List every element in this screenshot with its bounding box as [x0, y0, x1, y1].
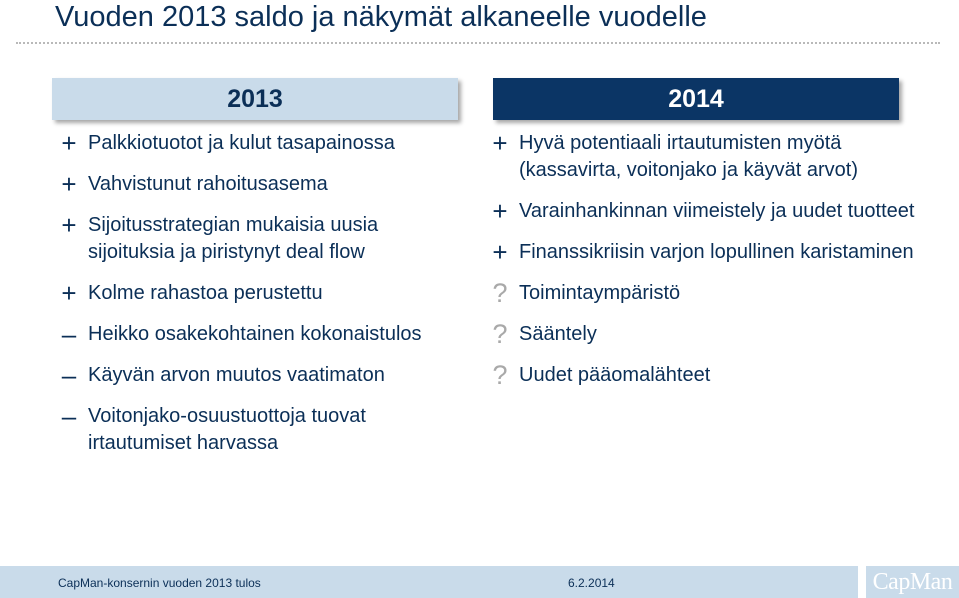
slide-title: Vuoden 2013 saldo ja näkymät alkaneelle vuodelle [55, 1, 707, 33]
minus-icon: – [61, 319, 77, 349]
list-item-text: Palkkiotuotot ja kulut tasapainossa [88, 132, 395, 154]
plus-icon: + [61, 210, 77, 240]
list-item-text: Toimintaympäristö [519, 282, 681, 304]
question-icon: ? [492, 360, 508, 390]
footer-text: CapMan-konsernin vuoden 2013 tulos [58, 576, 261, 590]
footer-date: 6.2.2014 [568, 576, 615, 590]
list-2013 [57, 130, 467, 471]
list-item [57, 130, 467, 157]
list-item [57, 362, 467, 389]
title-divider [16, 42, 940, 44]
list-item-text: Käyvän arvon muutos vaatimaton [88, 364, 385, 386]
list-item [57, 403, 467, 457]
plus-icon: + [492, 237, 508, 267]
plus-icon: + [61, 128, 77, 158]
minus-icon: – [61, 401, 77, 431]
list-item [488, 280, 948, 307]
list-item-text: Hyvä potentiaali irtautumisten myötä (kassavirta, voitonjako ja käyvät arvot) [519, 132, 859, 181]
plus-icon: + [61, 169, 77, 199]
list-item [57, 280, 467, 307]
list-item-text: Voitonjako-osuustuottoja tuovat irtautumiset harvassa [88, 405, 366, 454]
minus-icon: – [61, 360, 77, 390]
list-item [488, 239, 948, 266]
header-2014: 2014 [493, 78, 899, 120]
list-item-text: Sääntely [519, 323, 597, 345]
header-2013: 2013 [52, 78, 458, 120]
list-item-text: Varainhankinnan viimeistely ja uudet tuotteet [519, 200, 915, 222]
list-item [488, 198, 948, 225]
list-item-text: Sijoitusstrategian mukaisia uusia sijoituksia ja piristynyt deal flow [88, 214, 379, 263]
list-item [57, 171, 467, 198]
plus-icon: + [61, 278, 77, 308]
list-item [488, 362, 948, 389]
list-item-text: Heikko osakekohtainen kokonaistulos [88, 323, 422, 345]
list-2014 [488, 130, 948, 403]
list-item-text: Kolme rahastoa perustettu [88, 282, 323, 304]
list-item [57, 321, 467, 348]
plus-icon: + [492, 196, 508, 226]
list-item-text: Finanssikriisin varjon lopullinen karistaminen [519, 241, 914, 263]
question-icon: ? [492, 278, 508, 308]
plus-icon: + [492, 128, 508, 158]
list-item-text: Vahvistunut rahoitusasema [88, 173, 328, 195]
question-icon: ? [492, 319, 508, 349]
list-item [488, 130, 948, 184]
list-item-text: Uudet pääomalähteet [519, 364, 711, 386]
capman-logo: CapMan [866, 566, 959, 598]
list-item [488, 321, 948, 348]
list-item [57, 212, 467, 266]
